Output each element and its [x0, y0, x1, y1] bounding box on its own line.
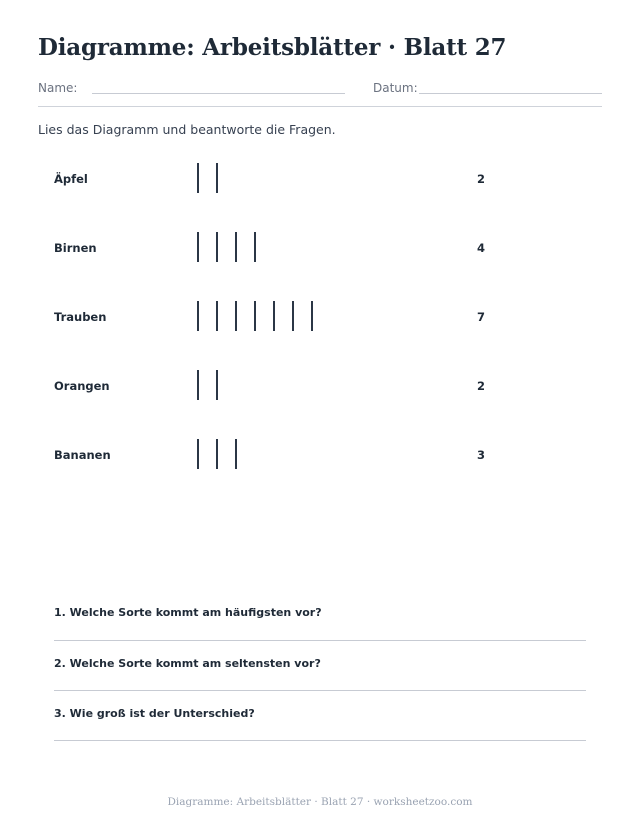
- tally-mark: [216, 232, 218, 262]
- row-label: Birnen: [54, 241, 97, 255]
- page-title: Diagramme: Arbeitsblätter · Blatt 27: [38, 34, 507, 61]
- row-count: 2: [477, 172, 486, 186]
- tally-mark: [216, 370, 218, 400]
- date-field[interactable]: [419, 93, 602, 94]
- tally-mark: [254, 301, 256, 331]
- question-3: 3. Wie groß ist der Unterschied?: [54, 707, 255, 720]
- row-count: 7: [477, 310, 486, 324]
- row-label: Trauben: [54, 310, 107, 324]
- answer-line-3[interactable]: [54, 740, 586, 741]
- question-2: 2. Welche Sorte kommt am seltensten vor?: [54, 657, 321, 670]
- tally-mark: [216, 163, 218, 193]
- tally-mark: [216, 439, 218, 469]
- chart-row: [0, 439, 640, 469]
- row-label: Orangen: [54, 379, 110, 393]
- page-footer: Diagramme: Arbeitsblätter · Blatt 27 · worksheetzoo.com: [167, 796, 473, 808]
- tally-mark: [254, 232, 256, 262]
- row-count: 2: [477, 379, 486, 393]
- row-count: 3: [477, 448, 486, 462]
- row-label: Bananen: [54, 448, 111, 462]
- date-label: Datum:: [373, 81, 418, 95]
- header-divider: [38, 106, 602, 107]
- chart-row: [0, 163, 640, 193]
- tally-mark: [311, 301, 313, 331]
- answer-line-1[interactable]: [54, 640, 586, 641]
- name-field[interactable]: [92, 93, 345, 94]
- name-label: Name:: [38, 81, 78, 95]
- question-1: 1. Welche Sorte kommt am häufigsten vor?: [54, 606, 322, 619]
- chart-row: [0, 370, 640, 400]
- tally-mark: [197, 232, 199, 262]
- tally-mark: [235, 439, 237, 469]
- tally-mark: [292, 301, 294, 331]
- row-label: Äpfel: [54, 172, 88, 186]
- answer-line-2[interactable]: [54, 690, 586, 691]
- chart-row: [0, 301, 640, 331]
- tally-mark: [235, 301, 237, 331]
- instruction-text: Lies das Diagramm und beantworte die Fragen.: [38, 122, 336, 137]
- chart-row: [0, 232, 640, 262]
- row-count: 4: [477, 241, 486, 255]
- tally-mark: [273, 301, 275, 331]
- tally-mark: [197, 439, 199, 469]
- tally-mark: [197, 301, 199, 331]
- tally-mark: [216, 301, 218, 331]
- tally-mark: [235, 232, 237, 262]
- tally-mark: [197, 370, 199, 400]
- tally-mark: [197, 163, 199, 193]
